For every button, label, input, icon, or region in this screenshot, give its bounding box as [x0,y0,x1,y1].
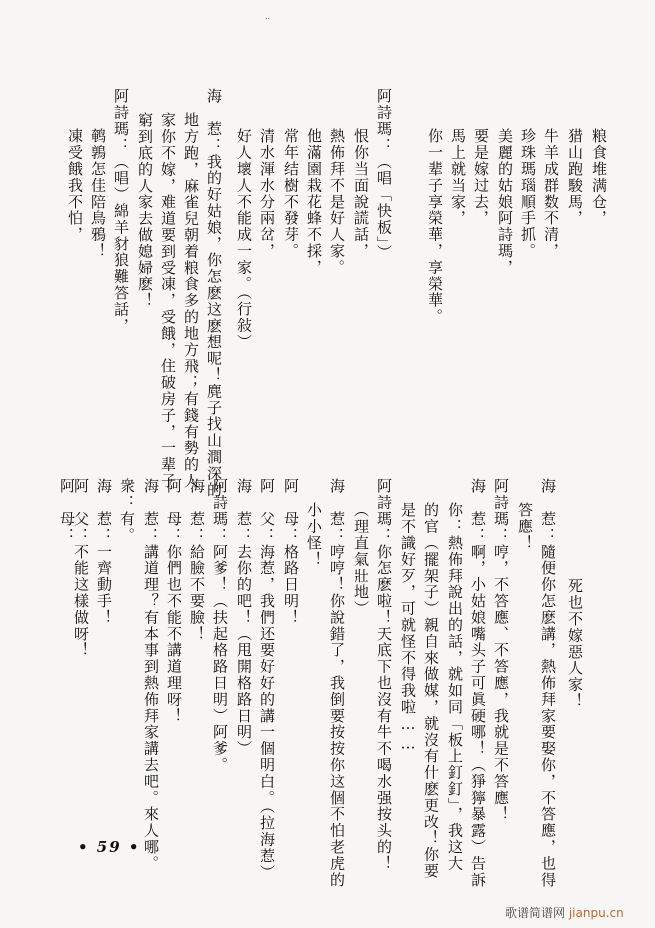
text-column [258,128,275,259]
line-text: 要是嫁过去， [472,128,490,227]
text-column [399,502,416,754]
speaker-label: 海 惹： [95,478,113,544]
speaker-label: 海 惹： [142,478,160,544]
text-column [282,128,299,259]
text-column [492,478,509,822]
line-text: 死也不嫁惡人家！ [566,578,584,710]
line-text: 不能这樣做呀！ [72,543,90,659]
text-column [519,128,536,259]
line-text: 他滿園栽花蜂不採， [305,128,323,276]
line-text: 珍珠瑪瑙順手抓。 [519,128,537,260]
text-column [112,88,129,334]
line-text: 的官（擺架子）親自來做媒，就沒有什麽更改！你要 [422,502,440,880]
line-text: 地方跑，麻雀兒朝着粮食多的地方飛；有錢有勢的人 [182,112,200,490]
text-column [235,128,252,350]
line-text: （理直氣壯地） [352,502,370,617]
line-text: 是不識好歹，可就怪不得我啦…… [399,502,417,754]
line-text: 有。 [118,510,136,544]
text-column [89,128,106,259]
line-text: 去你的吧！（甩開格路日明） [235,543,253,757]
watermark-text: 歌谱简谱网 [505,906,566,920]
speaker-label: 阿詩瑪： [112,88,130,154]
text-column [258,478,275,881]
text-column [142,478,159,872]
speaker-label: 阿 父： [258,478,276,544]
speaker-label: 衆： [118,478,136,511]
line-text: 你怎麽啦！天底下也沒有牛不喝水强按头的！ [375,543,393,872]
text-column [352,128,369,259]
speaker-label: 阿 母： [58,478,76,544]
text-column [66,128,83,243]
line-text: 講道理？有本事到熱佈拜家講去吧。來人哪。 [142,543,160,872]
text-column [352,502,369,617]
text-column [282,478,299,626]
text-column [118,478,135,544]
line-text: 哼，不答應、不答應，我就是不答應！ [492,543,510,823]
top-mark: .. [265,12,271,21]
text-column [328,128,345,276]
text-column [235,478,252,757]
text-column [590,128,607,226]
watermark-url: jianpu.cn [568,906,624,920]
speaker-label: 阿 父： [72,478,90,544]
text-column [566,128,583,226]
speaker-label: 阿詩瑪： [211,478,229,544]
text-column [188,478,205,642]
speaker-label: 阿 母： [282,478,300,544]
text-column [159,112,176,489]
line-text: 家你不嫁，难道要到受凍，受餓，住破房子，一辈子 [159,112,177,490]
line-text: 哼哼！你說錯了，我倒要按按你这個不怕老虎的 [328,543,346,889]
line-text: 海惹，我們还要好好的講一個明白。（拉海惹） [258,543,276,881]
text-column [539,478,556,888]
text-column [211,478,228,773]
text-column [375,88,392,261]
line-text: 阿爹！（扶起格路日明）阿爹。 [211,543,229,774]
watermark [505,904,624,921]
line-text: 牛羊成群数不清， [542,128,560,260]
text-column [449,128,466,226]
line-text: 小小怪！ [305,502,323,568]
line-text: 答應！ [516,502,534,552]
text-column [542,128,559,259]
text-column [472,128,489,226]
line-text: 我的好姑娘，你怎麽这麽想呢！麂子找山澗深的 [205,153,223,499]
line-text: （唱「快板」） [375,153,393,261]
speaker-label: 阿詩瑪： [375,88,393,154]
text-column [305,128,322,276]
speaker-label: 海 惹： [235,478,253,544]
line-text: 啊，小姑娘嘴头子可眞硬哪！（猙獰暴露）告訴 [469,543,487,889]
line-text: 窮到底的人家去做媳婦麽！ [136,112,154,309]
line-text: 凍受餓我不怕， [66,128,84,243]
text-column [205,88,222,498]
speaker-label: 海 惹： [469,478,487,544]
text-column [375,478,392,872]
speaker-label: 阿 母： [165,478,183,544]
line-text: 清水渾水分兩岔， [258,128,276,260]
page-number: • 59 • [78,838,141,856]
text-column [305,502,322,568]
line-text: 鹌鶉怎佳陪鳥鴉！ [89,128,107,260]
line-text: 粮食堆满仓， [590,128,608,227]
text-column [516,502,533,551]
line-text: 馬上就当家， [449,128,467,227]
speaker-label: 海 惹： [539,478,557,544]
line-text: 熱佈拜不是好人家。 [328,128,346,276]
line-text: （唱）綿羊豺狼難答話， [112,153,130,335]
line-text: 一齊動手！ [95,543,113,626]
speaker-label: 海 惹： [188,478,206,544]
text-column [328,478,345,888]
line-text: 常年结樹不發芽。 [282,128,300,260]
speaker-label: 海 惹： [205,88,223,154]
text-column [566,578,583,709]
speaker-label: 阿詩瑪： [492,478,510,544]
line-text: 美麗的姑娘阿詩瑪， [496,128,514,276]
line-text: 給臉不要臉！ [188,543,206,643]
line-text: 恨你当面說謊話， [352,128,370,260]
line-text: 你：熱佈拜說出的話，就如同「板上釘釘」，我这大 [446,502,464,872]
text-column [469,478,486,888]
line-text: 你一辈子享榮華，享榮華。 [426,128,444,325]
line-text: 格路日明！ [282,543,300,626]
speaker-label: 海 惹： [328,478,346,544]
text-column [422,502,439,879]
text-column [426,128,443,325]
text-column [446,502,463,872]
text-column [165,478,182,724]
line-text: 好人壞人不能成一家。（行敍） [235,128,253,351]
line-text: 猎山跑駿馬， [566,128,584,227]
line-text: 隨便你怎麽講，熱佈拜家要娶你，不答應，也得 [539,543,557,889]
text-column [182,112,199,489]
text-column [95,478,112,626]
text-column [496,128,513,276]
text-column [136,112,153,309]
speaker-label: 阿詩瑪： [375,478,393,544]
text-column [58,478,75,544]
line-text: 你們也不能不講道理呀！ [165,543,183,725]
